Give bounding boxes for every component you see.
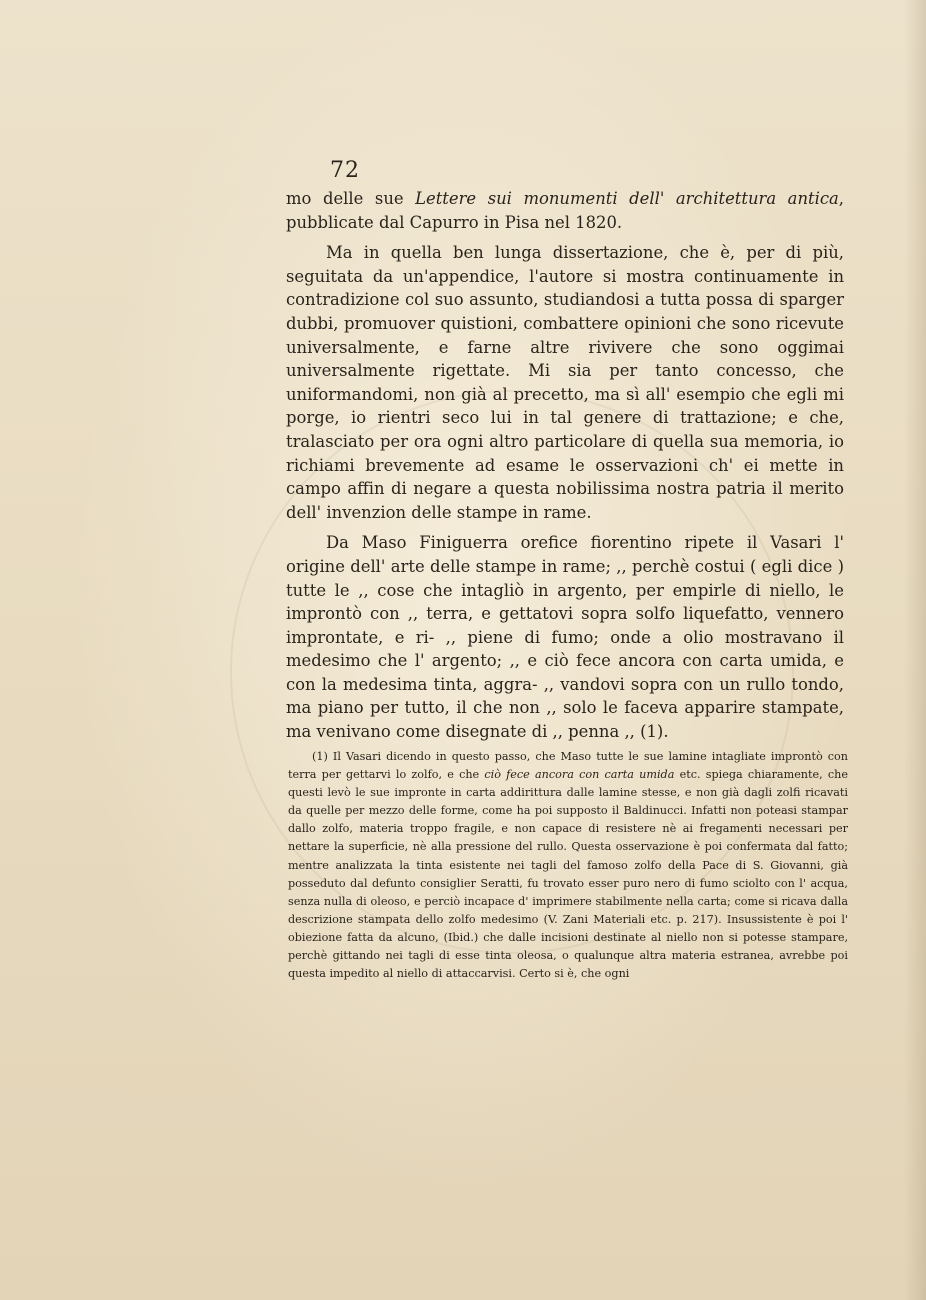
paragraph-1-end: , pubblicate dal Capurro in Pisa nel 1820. [286, 189, 845, 232]
page-edge-shadow [904, 0, 926, 1300]
book-title: Lettere sui monumenti dell' architettura antica [415, 189, 839, 208]
footnote-text [288, 748, 848, 983]
footnote [288, 748, 848, 983]
footnote-italic-quote: ciò fece ancora con carta umida [484, 768, 675, 782]
main-text [286, 187, 844, 751]
footnote-part-1: (1) Il Vasari dicendo in questo passo, che Maso tutte le sue lamine intagliate improntò con terra per gettarvi lo zolfo, e che [288, 750, 848, 782]
paragraph-2: Ma in quella ben lunga dissertazione, che è, per di più, seguitata da un'appendice, l'autore si mostra continuamente in contradizione col suo assunto, studiandosi a tutta possa di sparger dubbi, promuover quistioni, combattere opinioni che sono ricevute universalmente, e farne altre rivivere che sono oggimai universalmente rigettate. Mi sia per tanto concesso, che uniformandomi, non già al precetto, ma sì all' esempio che egli mi porge, io rientri seco lui in tal genere di trattazione; e che, tralasciato per ora ogni altro particolare di quella sua memoria, io richiami brevemente ad esame le osservazioni ch' ei mette in campo affin di negare a questa nobilissima nostra patria il merito dell' invenzion delle stampe in rame. [286, 243, 844, 522]
footnote-part-2: etc. spiega chiaramente, che questi levò le sue impronte in carta addirittura dalle lamine stesse, e non già dagli zolfi ricavati da quelle per mezzo delle forme, come ha poi supposto il Baldinucci. Infatti non poteasi stampar dallo zolfo, materia troppo fragile, e non capace di resistere nè ai fregamenti necessari per nettare la superficie, nè alla pressione del rullo. Questa osservazione è poi confermata dal fatto; mentre analizzata la tinta esistente nei tagli del famoso zolfo della Pace di S. Giovanni, già posseduto dal defunto consiglier Seratti, fu trovato esser puro nero di fumo sciolto con l' acqua, senza nulla di oleoso, e perciò incapace d' imprimere stabilmente nella carta; come si ricava dalla descrizione stampata dello zolfo medesimo (V. Zani Materiali etc. p. 217). Insussistente è poi l' obiezione fatta da alcuno, (Ibid.) che dalle incisioni destinate al niello non si potesse stampare, perchè gittando nei tagli di esse tinta oleosa, o qualunque altra materia estranea, avrebbe poi questa impedito al niello di attaccarvisi. Certo si è, che ogni [288, 768, 848, 981]
paragraph-3: Da Maso Finiguerra orefice fiorentino ripete il Vasari l' origine dell' arte delle stampe in rame; ,, perchè costui ( egli dice ) tutte le ,, cose che intagliò in argento, per empirle di niello, le improntò con ,, terra, e gettatovi sopra solfo liquefatto, vennero improntate, e ri- ,, piene di fumo; onde a olio mostravano il medesimo che l' argento; ,, e ciò fece ancora con carta umida, e con la medesima tinta, aggra- ,, vandovi sopra con un rullo tondo, ma piano per tutto, il che non ,, solo le faceva apparire stampate, ma venivano come disegnate di ,, penna ,, (1). [286, 533, 844, 742]
paragraph-1-start: mo delle sue [286, 189, 416, 208]
paragraph-1 [286, 187, 844, 234]
page-number: 72 [330, 158, 360, 183]
